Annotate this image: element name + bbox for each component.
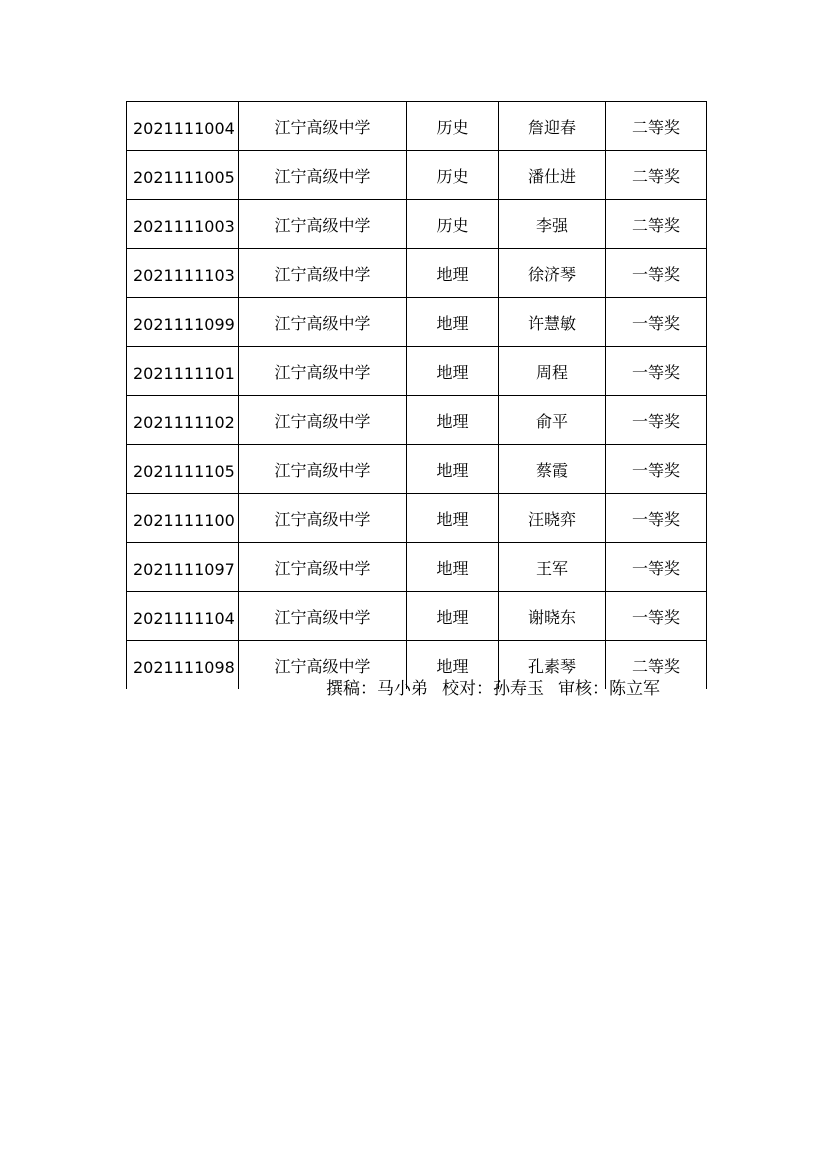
school-cell: 江宁高级中学: [239, 396, 407, 445]
student-name-cell: 王军: [499, 543, 606, 592]
table-row: [127, 298, 707, 347]
award-cell: 一等奖: [606, 543, 707, 592]
school-cell: 江宁高级中学: [239, 249, 407, 298]
award-cell: 一等奖: [606, 249, 707, 298]
award-table-body: [127, 102, 707, 690]
subject-cell: 地理: [407, 396, 499, 445]
subject-cell: 地理: [407, 641, 499, 690]
student-id-cell: 2021111098: [127, 641, 239, 690]
subject-cell: 地理: [407, 445, 499, 494]
school-cell: 江宁高级中学: [239, 592, 407, 641]
award-cell: 一等奖: [606, 445, 707, 494]
student-id-cell: 2021111103: [127, 249, 239, 298]
award-cell: 一等奖: [606, 298, 707, 347]
award-cell: 一等奖: [606, 592, 707, 641]
student-name-cell: 詹迎春: [499, 102, 606, 151]
table-row: [127, 396, 707, 445]
student-name-cell: 周程: [499, 347, 606, 396]
subject-cell: 历史: [407, 200, 499, 249]
student-id-cell: 2021111097: [127, 543, 239, 592]
student-name-cell: 徐济琴: [499, 249, 606, 298]
table-row: [127, 347, 707, 396]
student-id-cell: 2021111104: [127, 592, 239, 641]
table-row: [127, 445, 707, 494]
subject-cell: 地理: [407, 494, 499, 543]
table-row: [127, 494, 707, 543]
student-id-cell: 2021111005: [127, 151, 239, 200]
school-cell: 江宁高级中学: [239, 151, 407, 200]
student-id-cell: 2021111003: [127, 200, 239, 249]
award-cell: 二等奖: [606, 102, 707, 151]
student-name-cell: 俞平: [499, 396, 606, 445]
school-cell: 江宁高级中学: [239, 445, 407, 494]
table-row: [127, 543, 707, 592]
award-cell: 二等奖: [606, 200, 707, 249]
award-cell: 一等奖: [606, 494, 707, 543]
reviewer-credit: 审核：陈立军: [558, 679, 660, 699]
table-row: [127, 151, 707, 200]
student-name-cell: 汪晓弈: [499, 494, 606, 543]
school-cell: 江宁高级中学: [239, 102, 407, 151]
student-id-cell: 2021111004: [127, 102, 239, 151]
school-cell: 江宁高级中学: [239, 543, 407, 592]
table-row: [127, 592, 707, 641]
award-cell: 一等奖: [606, 396, 707, 445]
school-cell: 江宁高级中学: [239, 200, 407, 249]
student-id-cell: 2021111102: [127, 396, 239, 445]
student-name-cell: 蔡霞: [499, 445, 606, 494]
student-id-cell: 2021111100: [127, 494, 239, 543]
student-id-cell: 2021111101: [127, 347, 239, 396]
student-name-cell: 孔素琴: [499, 641, 606, 690]
subject-cell: 历史: [407, 102, 499, 151]
subject-cell: 历史: [407, 151, 499, 200]
table-row: [127, 200, 707, 249]
subject-cell: 地理: [407, 592, 499, 641]
award-table: [126, 101, 707, 689]
student-name-cell: 许慧敏: [499, 298, 606, 347]
subject-cell: 地理: [407, 347, 499, 396]
subject-cell: 地理: [407, 543, 499, 592]
school-cell: 江宁高级中学: [239, 298, 407, 347]
student-name-cell: 李强: [499, 200, 606, 249]
writer-credit: 撰稿：马小弟: [326, 679, 428, 699]
table-row: [127, 249, 707, 298]
school-cell: 江宁高级中学: [239, 347, 407, 396]
credits-line: [326, 674, 660, 699]
award-cell: 二等奖: [606, 641, 707, 690]
award-cell: 一等奖: [606, 347, 707, 396]
student-id-cell: 2021111105: [127, 445, 239, 494]
student-name-cell: 谢晓东: [499, 592, 606, 641]
subject-cell: 地理: [407, 249, 499, 298]
award-cell: 二等奖: [606, 151, 707, 200]
school-cell: 江宁高级中学: [239, 641, 407, 690]
subject-cell: 地理: [407, 298, 499, 347]
table-row: [127, 102, 707, 151]
school-cell: 江宁高级中学: [239, 494, 407, 543]
student-id-cell: 2021111099: [127, 298, 239, 347]
student-name-cell: 潘仕进: [499, 151, 606, 200]
proofreader-credit: 校对：孙寿玉: [442, 679, 544, 699]
